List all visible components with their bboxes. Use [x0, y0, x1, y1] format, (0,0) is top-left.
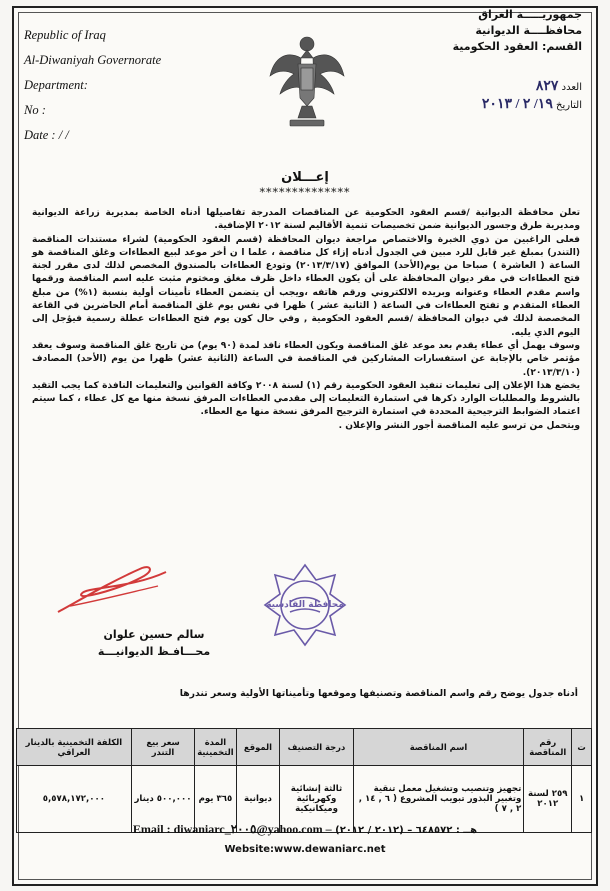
header-location: الموقع	[236, 729, 280, 766]
department-label: Department:	[24, 78, 88, 92]
contact-line	[0, 822, 610, 844]
reference-number-value: ٨٢٧	[535, 79, 559, 94]
cell-duration: ٣٦٥ يوم	[195, 766, 236, 833]
body-paragraph: وسوف يهمل أي عطاء يقدم بعد موعد غلق المناقصة ويكون العطاء نافذ لمدة (٩٠ يوم) من تاريخ غلق المناقصة وسوف يعقد مؤتمر خاص بالإجابة عن استفسارات المشاركين في المناقصة في الساعة (الثانية عشر) ظهرا من يوم (الأحد) المصادف (٢٠١٣/٣/١٠).	[32, 340, 580, 378]
cell-grade: ثالثة إنشائية وكهربائية وميكانيكية	[280, 766, 353, 833]
header-name: اسم المناقصة	[353, 729, 524, 766]
body-paragraph: ويتحمل من ترسو عليه المناقصة أجور النشر والإعلان .	[338, 420, 580, 431]
reference-date-value: ١٩/ ٢ / ٢٠١٣	[481, 97, 553, 112]
header-cost: الكلفة التخمينية بالدينار العراقي	[17, 729, 132, 766]
body-paragraph: تعلن محافظة الديوانية /قسم العقود الحكومية عن المناقصات المدرجة تفاصيلها أدناه الخاصة بمديرية زراعة الديوانية ومديرية طرق وجسور الديوانية ضمن تخصيصات تنمية الأقاليم لسنة ٢٠١٢ الإضافية.	[32, 208, 580, 232]
header-grade: درجة التصنيف	[280, 729, 353, 766]
stamp-label: محافظة القادسية	[266, 600, 344, 610]
signer-role: محـــافـظ الديوانيـــة	[97, 645, 211, 658]
governorate-name-ar: محافظــــة الديوانية	[475, 24, 582, 37]
header-duration: المدة التخمينية	[195, 729, 236, 766]
cell-name: تجهيز وتنصيب وتشغيل معمل تنقية وتغبير البذور تبويب المشروع ( ٦ , ١٤ , ٢ , ٧ )	[353, 766, 524, 833]
signer-block	[94, 626, 214, 660]
header-number: رقم المناقصة	[524, 729, 572, 766]
email-text: Email : diwaniarc_٢٠٠٥@yahoo.com –	[132, 822, 332, 836]
table-intro: أدناه جدول يوضح رقم واسم المناقصة وتصنيفها وموقعها وتأميناتها الأولية وسعر تندرها	[179, 688, 578, 699]
table-header-row	[17, 729, 592, 766]
document-footer	[0, 822, 610, 866]
tender-table	[16, 728, 592, 833]
signer-name: سالم حسين علوان	[103, 628, 205, 641]
country-name-ar: جمهوريـــــة العراق	[478, 8, 582, 21]
website-text: Website:www.dewaniarc.net	[224, 844, 386, 855]
cell-cost: ٥,٥٧٨,١٧٢,٠٠٠	[17, 766, 132, 833]
cell-number: ٢٥٩ لسنة ٢٠١٢	[524, 766, 572, 833]
header-english	[24, 28, 224, 153]
department-ar: القسم: العقود الحكومية	[452, 40, 582, 53]
title-divider: **************	[259, 186, 351, 199]
header-tender-price: سعر بيع التندر	[131, 729, 194, 766]
number-label: No :	[24, 103, 46, 117]
header-arabic	[392, 8, 582, 112]
body-paragraph: فعلى الراغبين من ذوي الخبرة والاختصاص مراجعة ديوان المحافظة (قسم العقود الحكومية) لشراء مستندات المناقصة (التندر) بمبلغ غير قابل للرد مبين في الجدول أدناه إزاء كل مناقصة ، علما ا ن أخر موعد لبيع العطاءات وغلق المناقصة هو الساعة ( العاشرة ) صباحا من يوم(الأحد) الموافق (٢٠١٣/٣/١٧) وتودع العطاءات بالصندوق المخصص لذلك لدى مقرر لجنة فتح العطاءات في مقر ديوان المحافظة على أن يكون العطاء داخل ظرف مغلق ومختوم مثبت عليه اسم المناقصة ورقمها واسم مقدم العطاء وعنوانه وبريده الالكتروني ورقم هاتفه ،ويجب أن يتضمن العطاء تأمينات أولية بنسبة (١%) من مبلغ العطاء المتقدم و تفتح العطاءات في الساعة ( الثانية عشر ) ظهرا في نفس يوم غلق المناقصة أمام الحاضرين في القاعة المخصصة لذلك في ديوان المحافظة /قسم العقود الحكومية , وفي حال كون يوم فتح العطاءات عطلة رسمية فيؤجل إلى اليوم الذي يليه.	[32, 234, 580, 338]
body-paragraph: يخضع هذا الإعلان إلى تعليمات تنفيذ العقود الحكومية رقم (١) لسنة ٢٠٠٨ وكافة القوانين والتعليمات النافذة كما يجب التقيد بالشروط والمطلبات الوارد ذكرها في استمارة التعليمات إلى مقدمي العطاءات المرفق نسخة منها مع كل عطاء ، كما سيتم اعتماد الضوابط الترجيحية المحددة في استمارة الترجيح المرفق نسخة منها مع العطاء.	[32, 380, 580, 418]
cell-location: ديوانية	[236, 766, 280, 833]
date-label: Date : / /	[24, 128, 69, 142]
governorate-name: Al-Diwaniyah Governorate	[24, 53, 162, 67]
announcement-body	[32, 207, 580, 433]
reference-date-label: التاريخ	[556, 100, 582, 111]
announcement-title: إعـــلان	[281, 170, 329, 185]
eagle-emblem-icon	[268, 28, 346, 138]
header-seq: ت	[572, 729, 592, 766]
country-name: Republic of Iraq	[24, 28, 106, 42]
reference-date	[392, 96, 582, 112]
cell-seq: ١	[572, 766, 592, 833]
handwritten-signature	[40, 560, 180, 620]
reference-number	[392, 78, 582, 94]
reference-number-label: العدد	[561, 82, 582, 93]
phone-text: هــ : ٦٤٨٥٧٢ – (٢٠١٢ / ٢٠١٢)	[335, 825, 478, 836]
cell-tender-price: ٥٠٠,٠٠٠ دينار	[131, 766, 194, 833]
